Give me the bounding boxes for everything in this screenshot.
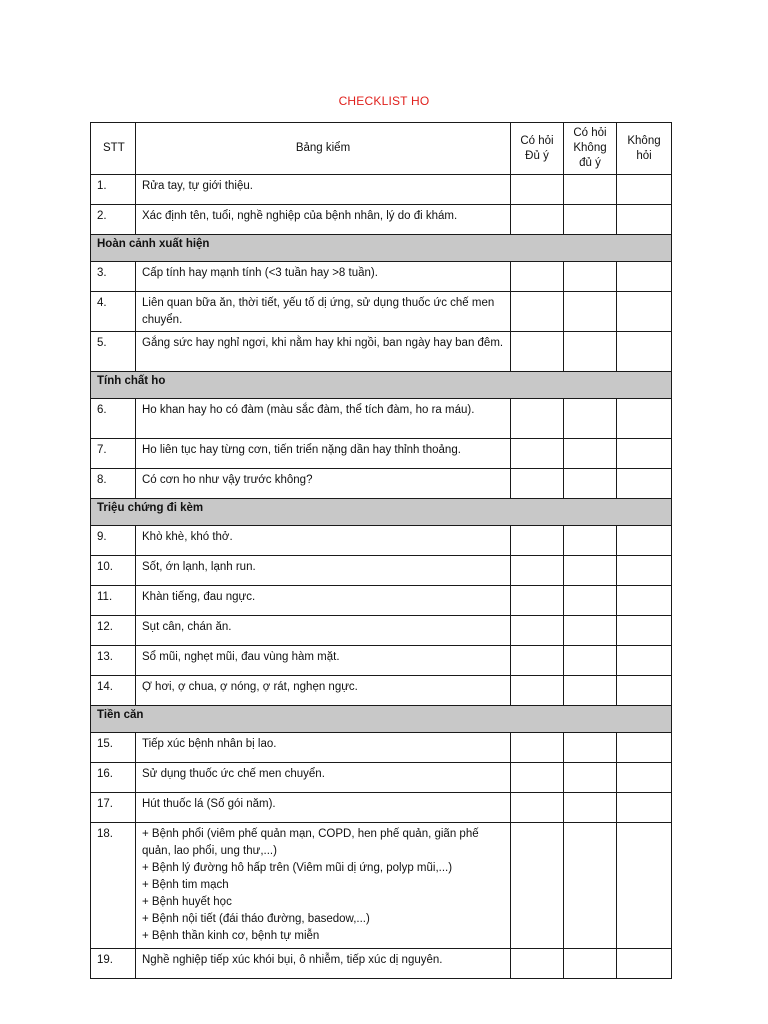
row-description: Sổ mũi, nghẹt mũi, đau vùng hàm mặt.: [136, 646, 511, 676]
row-number: 14.: [91, 676, 136, 706]
row-description: Sụt cân, chán ăn.: [136, 616, 511, 646]
check-cell-asked-complete[interactable]: [511, 586, 564, 616]
section-heading: Tiền căn: [91, 706, 672, 733]
row-number: 4.: [91, 292, 136, 332]
check-cell-asked-complete[interactable]: [511, 262, 564, 292]
check-cell-asked-complete[interactable]: [511, 763, 564, 793]
check-cell-asked-incomplete[interactable]: [564, 175, 617, 205]
check-cell-asked-incomplete[interactable]: [564, 332, 617, 372]
row-number: 9.: [91, 526, 136, 556]
check-cell-asked-incomplete[interactable]: [564, 526, 617, 556]
row-number: 3.: [91, 262, 136, 292]
check-cell-asked-incomplete[interactable]: [564, 949, 617, 979]
row-number: 13.: [91, 646, 136, 676]
check-cell-asked-incomplete[interactable]: [564, 793, 617, 823]
check-cell-asked-complete[interactable]: [511, 469, 564, 499]
check-cell-not-asked[interactable]: [617, 793, 672, 823]
check-cell-not-asked[interactable]: [617, 616, 672, 646]
section-row: [91, 499, 672, 526]
row-number: 11.: [91, 586, 136, 616]
check-cell-asked-complete[interactable]: [511, 616, 564, 646]
header-asked-complete: Có hỏi Đủ ý: [511, 123, 564, 175]
check-cell-asked-complete[interactable]: [511, 556, 564, 586]
row-number: 16.: [91, 763, 136, 793]
check-cell-not-asked[interactable]: [617, 439, 672, 469]
table-row: [91, 332, 672, 372]
table-row: [91, 262, 672, 292]
check-cell-asked-complete[interactable]: [511, 399, 564, 439]
check-cell-asked-incomplete[interactable]: [564, 823, 617, 949]
row-number: 2.: [91, 205, 136, 235]
check-cell-asked-complete[interactable]: [511, 733, 564, 763]
check-cell-not-asked[interactable]: [617, 733, 672, 763]
check-cell-asked-incomplete[interactable]: [564, 556, 617, 586]
row-number: 15.: [91, 733, 136, 763]
row-number: 7.: [91, 439, 136, 469]
check-cell-asked-complete[interactable]: [511, 175, 564, 205]
check-cell-asked-complete[interactable]: [511, 205, 564, 235]
section-heading: Hoàn cảnh xuất hiện: [91, 235, 672, 262]
table-row: [91, 526, 672, 556]
check-cell-asked-incomplete[interactable]: [564, 646, 617, 676]
header-stt: STT: [91, 123, 136, 175]
check-cell-not-asked[interactable]: [617, 205, 672, 235]
check-cell-asked-incomplete[interactable]: [564, 763, 617, 793]
section-row: [91, 706, 672, 733]
checklist-table: [90, 122, 672, 979]
check-cell-not-asked[interactable]: [617, 399, 672, 439]
check-cell-asked-incomplete[interactable]: [564, 292, 617, 332]
table-row: [91, 586, 672, 616]
row-description: Ho liên tục hay từng cơn, tiến triển nặng dần hay thỉnh thoảng.: [136, 439, 511, 469]
check-cell-not-asked[interactable]: [617, 332, 672, 372]
check-cell-asked-incomplete[interactable]: [564, 733, 617, 763]
table-row: [91, 646, 672, 676]
check-cell-not-asked[interactable]: [617, 763, 672, 793]
check-cell-asked-incomplete[interactable]: [564, 586, 617, 616]
row-description: Ợ hơi, ợ chua, ợ nóng, ợ rát, nghẹn ngực.: [136, 676, 511, 706]
header-row: [91, 123, 672, 175]
row-description: Rửa tay, tự giới thiệu.: [136, 175, 511, 205]
row-description: Ho khan hay ho có đàm (màu sắc đàm, thể tích đàm, ho ra máu).: [136, 399, 511, 439]
check-cell-not-asked[interactable]: [617, 292, 672, 332]
check-cell-not-asked[interactable]: [617, 586, 672, 616]
table-row: [91, 676, 672, 706]
check-cell-asked-complete[interactable]: [511, 676, 564, 706]
row-description: Tiếp xúc bệnh nhân bị lao.: [136, 733, 511, 763]
check-cell-asked-incomplete[interactable]: [564, 676, 617, 706]
section-row: [91, 372, 672, 399]
check-cell-asked-incomplete[interactable]: [564, 399, 617, 439]
check-cell-not-asked[interactable]: [617, 949, 672, 979]
check-cell-asked-complete[interactable]: [511, 949, 564, 979]
row-description: Liên quan bữa ăn, thời tiết, yếu tố dị ứng, sử dụng thuốc ức chế men chuyển.: [136, 292, 511, 332]
header-checklist: Bảng kiểm: [136, 123, 511, 175]
check-cell-asked-complete[interactable]: [511, 823, 564, 949]
table-row: [91, 733, 672, 763]
row-number: 19.: [91, 949, 136, 979]
row-description: Hút thuốc lá (Số gói năm).: [136, 793, 511, 823]
check-cell-not-asked[interactable]: [617, 823, 672, 949]
check-cell-not-asked[interactable]: [617, 262, 672, 292]
row-number: 17.: [91, 793, 136, 823]
row-number: 5.: [91, 332, 136, 372]
check-cell-not-asked[interactable]: [617, 646, 672, 676]
table-row: [91, 616, 672, 646]
check-cell-asked-incomplete[interactable]: [564, 205, 617, 235]
row-description: Gắng sức hay nghỉ ngơi, khi nằm hay khi ngồi, ban ngày hay ban đêm.: [136, 332, 511, 372]
section-heading: Triệu chứng đi kèm: [91, 499, 672, 526]
row-description: Xác định tên, tuổi, nghề nghiệp của bệnh nhân, lý do đi khám.: [136, 205, 511, 235]
table-row: [91, 175, 672, 205]
header-not-asked: Không hỏi: [617, 123, 672, 175]
row-description: Khò khè, khó thở.: [136, 526, 511, 556]
check-cell-asked-complete[interactable]: [511, 526, 564, 556]
row-number: 8.: [91, 469, 136, 499]
table-row: [91, 823, 672, 949]
row-description: Cấp tính hay mạnh tính (<3 tuần hay >8 tuần).: [136, 262, 511, 292]
check-cell-asked-complete[interactable]: [511, 793, 564, 823]
row-description: Sử dụng thuốc ức chế men chuyển.: [136, 763, 511, 793]
check-cell-not-asked[interactable]: [617, 556, 672, 586]
row-description: Khàn tiếng, đau ngực.: [136, 586, 511, 616]
row-description: + Bệnh phổi (viêm phế quản mạn, COPD, hen phế quản, giãn phế quản, lao phổi, ung thư,...) + Bệnh lý đường hô hấp trên (Viêm mũi dị ứng, polyp mũi,...) + Bệnh tim mạch + Bệnh huyết học + Bệnh nội tiết (đái tháo đường, basedow,...) + Bệnh thần kinh cơ, bệnh tự miễn: [136, 823, 511, 949]
table-row: [91, 205, 672, 235]
section-row: [91, 235, 672, 262]
table-row: [91, 439, 672, 469]
check-cell-asked-complete[interactable]: [511, 439, 564, 469]
row-number: 6.: [91, 399, 136, 439]
check-cell-asked-complete[interactable]: [511, 332, 564, 372]
section-heading: Tính chất ho: [91, 372, 672, 399]
table-row: [91, 556, 672, 586]
check-cell-not-asked[interactable]: [617, 526, 672, 556]
row-description: Có cơn ho như vậy trước không?: [136, 469, 511, 499]
table-row: [91, 292, 672, 332]
table-row: [91, 399, 672, 439]
check-cell-asked-incomplete[interactable]: [564, 262, 617, 292]
table-row: [91, 949, 672, 979]
check-cell-asked-incomplete[interactable]: [564, 469, 617, 499]
table-row: [91, 469, 672, 499]
check-cell-not-asked[interactable]: [617, 676, 672, 706]
row-number: 12.: [91, 616, 136, 646]
check-cell-asked-incomplete[interactable]: [564, 439, 617, 469]
row-description: Sốt, ớn lạnh, lạnh run.: [136, 556, 511, 586]
page-title: CHECKLIST HO: [338, 94, 430, 108]
row-description: Nghề nghiệp tiếp xúc khói bụi, ô nhiễm, tiếp xúc dị nguyên.: [136, 949, 511, 979]
row-number: 18.: [91, 823, 136, 949]
row-number: 1.: [91, 175, 136, 205]
table-row: [91, 793, 672, 823]
header-asked-incomplete: Có hỏi Không đủ ý: [564, 123, 617, 175]
check-cell-not-asked[interactable]: [617, 469, 672, 499]
check-cell-asked-complete[interactable]: [511, 646, 564, 676]
check-cell-asked-incomplete[interactable]: [564, 616, 617, 646]
check-cell-asked-complete[interactable]: [511, 292, 564, 332]
table-row: [91, 763, 672, 793]
row-number: 10.: [91, 556, 136, 586]
check-cell-not-asked[interactable]: [617, 175, 672, 205]
